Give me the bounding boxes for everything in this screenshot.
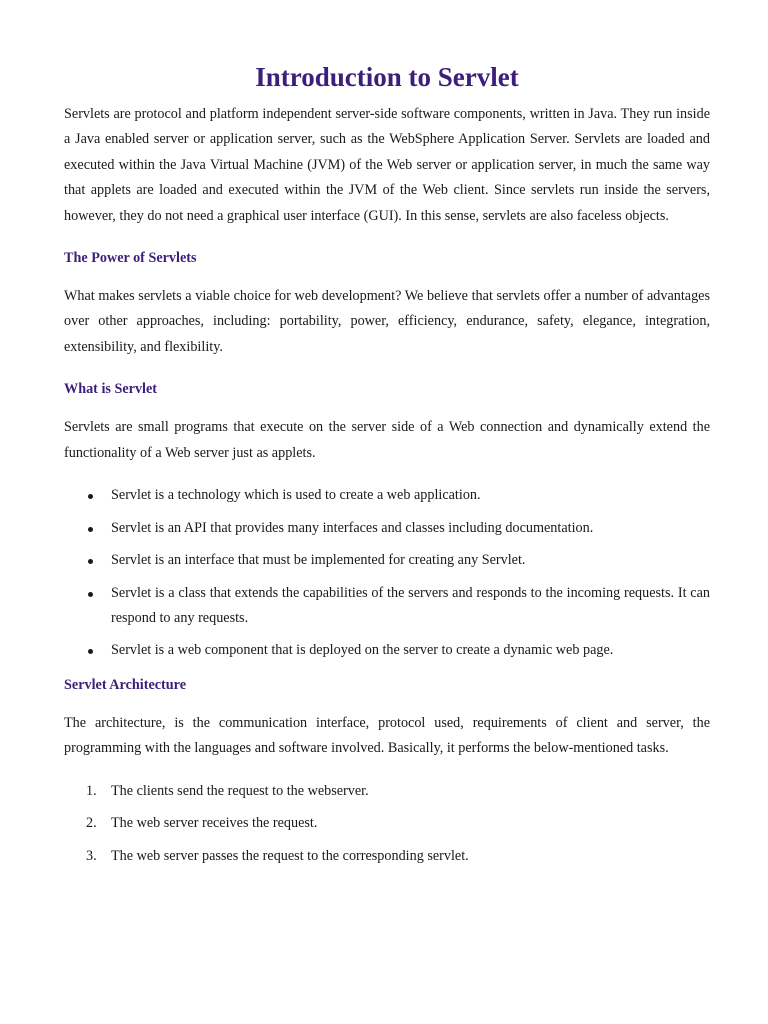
- bullet-icon: [88, 592, 93, 597]
- section-heading-power: The Power of Servlets: [64, 250, 197, 267]
- list-item: [64, 638, 710, 663]
- list-item: [64, 516, 710, 541]
- architecture-paragraph: The architecture, is the communication interface, protocol used, requirements of client and server, the programming with the languages and software involved. Basically, it performs the below-mentioned tasks.: [64, 715, 710, 757]
- section-heading-architecture: Servlet Architecture: [64, 677, 186, 694]
- bullet-icon: [88, 494, 93, 499]
- list-item-text: Servlet is a technology which is used to create a web application.: [111, 487, 481, 504]
- bullet-icon: [88, 649, 93, 654]
- servlet-bullet-list: [64, 483, 710, 663]
- step-number: 3.: [86, 847, 97, 864]
- list-item-text: Servlet is an interface that must be implemented for creating any Servlet.: [111, 552, 526, 569]
- list-item-text: Servlet is an API that provides many interfaces and classes including documentation.: [111, 519, 594, 536]
- list-item: [64, 779, 710, 804]
- page-title: Introduction to Servlet: [255, 62, 519, 92]
- what-paragraph: Servlets are small programs that execute on the server side of a Web connection and dynamically extend the functionality of a Web server just as applets.: [64, 419, 710, 461]
- section-heading-what: What is Servlet: [64, 381, 157, 398]
- list-item-text: The web server passes the request to the corresponding servlet.: [111, 847, 469, 864]
- document-page: [64, 58, 710, 876]
- step-number: 2.: [86, 815, 97, 832]
- list-item: [64, 548, 710, 573]
- list-item-text: The clients send the request to the webserver.: [111, 782, 369, 799]
- power-paragraph: What makes servlets a viable choice for web development? We believe that servlets offer a number of advantages over other approaches, including: portability, power, efficiency, endurance, safety, elegance, integration, extensibility, and flexibility.: [64, 288, 710, 355]
- intro-paragraph: Servlets are protocol and platform independent server-side software components, written in Java. They run inside a Java enabled server or application server, such as the WebSphere Application Server. Servlets are loaded and executed within the Java Virtual Machine (JVM) of the Web server or application server, in much the same way that applets are loaded and executed within the JVM of the Web client. Since servlets run inside the servers, however, they do not need a graphical user interface (GUI). In this sense, servlets are also faceless objects.: [64, 106, 710, 224]
- step-number: 1.: [86, 782, 97, 799]
- list-item: [64, 483, 710, 508]
- list-item-text: Servlet is a class that extends the capabilities of the servers and responds to the incoming requests. It can respond to any requests.: [111, 584, 710, 626]
- list-item-text: Servlet is a web component that is deployed on the server to create a dynamic web page.: [111, 642, 614, 659]
- bullet-icon: [88, 559, 93, 564]
- architecture-step-list: [64, 779, 710, 869]
- bullet-icon: [88, 527, 93, 532]
- list-item: [64, 581, 710, 631]
- list-item-text: The web server receives the request.: [111, 815, 318, 832]
- list-item: [64, 844, 710, 869]
- list-item: [64, 811, 710, 836]
